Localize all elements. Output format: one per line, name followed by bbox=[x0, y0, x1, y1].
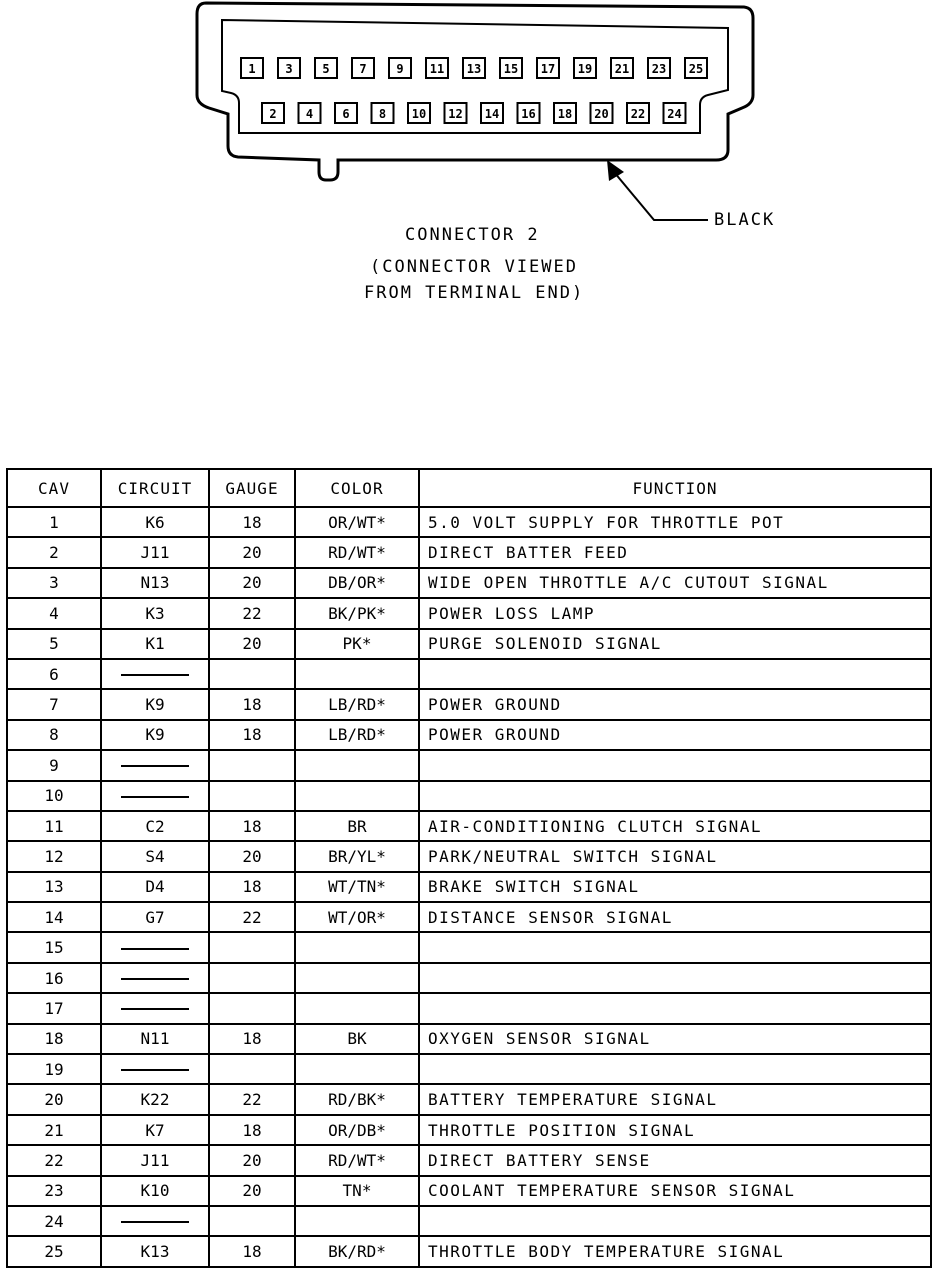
pin-number: 9 bbox=[396, 62, 404, 76]
cell-circuit bbox=[101, 993, 209, 1023]
unused-circuit-dash bbox=[121, 674, 189, 676]
pin-number: 18 bbox=[557, 107, 573, 121]
cell-cav: 10 bbox=[7, 781, 101, 811]
table-row bbox=[7, 993, 931, 1023]
pin-number: 5 bbox=[322, 62, 330, 76]
table-row bbox=[7, 629, 931, 659]
cell-circuit bbox=[101, 1054, 209, 1084]
cell-gauge: 18 bbox=[209, 689, 295, 719]
connector-subtitle-line2: FROM TERMINAL END) bbox=[364, 283, 585, 303]
cell-cav: 11 bbox=[7, 811, 101, 841]
table-row bbox=[7, 1054, 931, 1084]
table-row bbox=[7, 902, 931, 932]
connector-diagram bbox=[0, 0, 944, 460]
cell-circuit: K7 bbox=[101, 1115, 209, 1145]
table-row bbox=[7, 720, 931, 750]
cell-gauge bbox=[209, 750, 295, 780]
cell-color: OR/WT* bbox=[295, 507, 419, 537]
cell-gauge: 18 bbox=[209, 811, 295, 841]
cell-function: 5.0 VOLT SUPPLY FOR THROTTLE POT bbox=[419, 507, 931, 537]
cell-gauge bbox=[209, 932, 295, 962]
connector-subtitle-line1: (CONNECTOR VIEWED bbox=[370, 257, 578, 277]
cell-gauge: 22 bbox=[209, 598, 295, 628]
header-gauge: GAUGE bbox=[209, 469, 295, 507]
cell-color bbox=[295, 1206, 419, 1236]
cell-function: POWER LOSS LAMP bbox=[419, 598, 931, 628]
cell-circuit: J11 bbox=[101, 537, 209, 567]
cell-circuit: S4 bbox=[101, 841, 209, 871]
cell-gauge: 20 bbox=[209, 537, 295, 567]
cell-function: BRAKE SWITCH SIGNAL bbox=[419, 872, 931, 902]
cell-circuit: K3 bbox=[101, 598, 209, 628]
cell-cav: 22 bbox=[7, 1145, 101, 1175]
cell-gauge: 18 bbox=[209, 507, 295, 537]
cell-gauge: 20 bbox=[209, 568, 295, 598]
cell-circuit bbox=[101, 750, 209, 780]
cell-gauge: 22 bbox=[209, 902, 295, 932]
cell-color bbox=[295, 963, 419, 993]
pin-number: 2 bbox=[269, 107, 277, 121]
cell-function: OXYGEN SENSOR SIGNAL bbox=[419, 1024, 931, 1054]
pin-number: 21 bbox=[614, 62, 630, 76]
pin-number: 15 bbox=[503, 62, 519, 76]
table-row bbox=[7, 1206, 931, 1236]
cell-circuit: G7 bbox=[101, 902, 209, 932]
table-row bbox=[7, 841, 931, 871]
cell-function bbox=[419, 781, 931, 811]
cell-circuit: K22 bbox=[101, 1084, 209, 1114]
cell-color bbox=[295, 750, 419, 780]
color-callout-label: BLACK bbox=[714, 210, 776, 230]
cell-circuit: N13 bbox=[101, 568, 209, 598]
cell-color: BR/YL* bbox=[295, 841, 419, 871]
cell-cav: 15 bbox=[7, 932, 101, 962]
unused-circuit-dash bbox=[121, 1008, 189, 1010]
connector-title: CONNECTOR 2 bbox=[405, 225, 540, 245]
cell-cav: 7 bbox=[7, 689, 101, 719]
table-row bbox=[7, 811, 931, 841]
cell-gauge: 18 bbox=[209, 720, 295, 750]
cell-cav: 19 bbox=[7, 1054, 101, 1084]
cell-function: DIRECT BATTER FEED bbox=[419, 537, 931, 567]
cell-circuit bbox=[101, 1206, 209, 1236]
pin-number: 8 bbox=[378, 107, 387, 121]
cell-cav: 13 bbox=[7, 872, 101, 902]
cell-color: BK/PK* bbox=[295, 598, 419, 628]
table-row bbox=[7, 1115, 931, 1145]
cell-circuit: N11 bbox=[101, 1024, 209, 1054]
cell-function: WIDE OPEN THROTTLE A/C CUTOUT SIGNAL bbox=[419, 568, 931, 598]
cell-gauge bbox=[209, 1206, 295, 1236]
cell-gauge: 18 bbox=[209, 1115, 295, 1145]
table-row bbox=[7, 1236, 931, 1266]
cell-function bbox=[419, 1054, 931, 1084]
cell-cav: 9 bbox=[7, 750, 101, 780]
cell-circuit: K10 bbox=[101, 1176, 209, 1206]
cell-function: THROTTLE POSITION SIGNAL bbox=[419, 1115, 931, 1145]
cell-cav: 20 bbox=[7, 1084, 101, 1114]
cell-function: AIR-CONDITIONING CLUTCH SIGNAL bbox=[419, 811, 931, 841]
cell-cav: 21 bbox=[7, 1115, 101, 1145]
header-cav: CAV bbox=[7, 469, 101, 507]
unused-circuit-dash bbox=[121, 948, 189, 950]
cell-function: PARK/NEUTRAL SWITCH SIGNAL bbox=[419, 841, 931, 871]
top-pin-row bbox=[241, 58, 707, 78]
connector-outer-shell bbox=[197, 3, 753, 180]
cell-function: DISTANCE SENSOR SIGNAL bbox=[419, 902, 931, 932]
cell-color: OR/DB* bbox=[295, 1115, 419, 1145]
cell-cav: 3 bbox=[7, 568, 101, 598]
cell-cav: 17 bbox=[7, 993, 101, 1023]
table-row bbox=[7, 963, 931, 993]
cell-color: LB/RD* bbox=[295, 720, 419, 750]
cell-cav: 8 bbox=[7, 720, 101, 750]
cell-color: BK/RD* bbox=[295, 1236, 419, 1266]
pin-number: 16 bbox=[521, 107, 536, 121]
table-row bbox=[7, 750, 931, 780]
cell-color: DB/OR* bbox=[295, 568, 419, 598]
cell-color: WT/OR* bbox=[295, 902, 419, 932]
cell-function: THROTTLE BODY TEMPERATURE SIGNAL bbox=[419, 1236, 931, 1266]
unused-circuit-dash bbox=[121, 765, 189, 767]
color-callout-arrowhead bbox=[607, 160, 624, 181]
pin-number: 13 bbox=[466, 62, 482, 76]
pin-number: 4 bbox=[305, 107, 314, 121]
table-row bbox=[7, 872, 931, 902]
cell-cav: 14 bbox=[7, 902, 101, 932]
table-row bbox=[7, 568, 931, 598]
cell-gauge: 20 bbox=[209, 629, 295, 659]
cell-function bbox=[419, 659, 931, 689]
table-row bbox=[7, 1145, 931, 1175]
cell-circuit: C2 bbox=[101, 811, 209, 841]
cell-cav: 12 bbox=[7, 841, 101, 871]
cell-color bbox=[295, 993, 419, 1023]
cell-circuit bbox=[101, 932, 209, 962]
cell-function bbox=[419, 1206, 931, 1236]
cell-cav: 16 bbox=[7, 963, 101, 993]
cell-circuit: D4 bbox=[101, 872, 209, 902]
unused-circuit-dash bbox=[121, 796, 189, 798]
header-color: COLOR bbox=[295, 469, 419, 507]
cell-cav: 18 bbox=[7, 1024, 101, 1054]
cell-color: TN* bbox=[295, 1176, 419, 1206]
cell-gauge bbox=[209, 993, 295, 1023]
unused-circuit-dash bbox=[121, 1069, 189, 1071]
pin-number: 25 bbox=[688, 62, 704, 76]
color-callout-leader bbox=[614, 172, 708, 220]
cell-gauge: 18 bbox=[209, 1236, 295, 1266]
table-row bbox=[7, 932, 931, 962]
cell-function bbox=[419, 932, 931, 962]
cell-function bbox=[419, 750, 931, 780]
cell-function: BATTERY TEMPERATURE SIGNAL bbox=[419, 1084, 931, 1114]
bottom-pin-row bbox=[262, 103, 686, 123]
pin-number: 20 bbox=[594, 107, 609, 121]
cell-function: DIRECT BATTERY SENSE bbox=[419, 1145, 931, 1175]
cell-color: RD/BK* bbox=[295, 1084, 419, 1114]
table-header-row bbox=[7, 469, 931, 507]
cell-circuit: K6 bbox=[101, 507, 209, 537]
cell-gauge: 22 bbox=[209, 1084, 295, 1114]
cell-gauge: 20 bbox=[209, 841, 295, 871]
cell-gauge: 20 bbox=[209, 1145, 295, 1175]
cell-color bbox=[295, 781, 419, 811]
cell-gauge bbox=[209, 963, 295, 993]
pin-number: 24 bbox=[667, 107, 682, 121]
cell-color: WT/TN* bbox=[295, 872, 419, 902]
pin-number: 23 bbox=[651, 62, 667, 76]
cell-cav: 23 bbox=[7, 1176, 101, 1206]
cell-color: PK* bbox=[295, 629, 419, 659]
pin-number: 11 bbox=[429, 62, 445, 76]
pin-number: 6 bbox=[342, 107, 350, 121]
table-row bbox=[7, 1024, 931, 1054]
cell-gauge bbox=[209, 781, 295, 811]
cell-cav: 5 bbox=[7, 629, 101, 659]
cell-circuit: K9 bbox=[101, 689, 209, 719]
cell-gauge bbox=[209, 1054, 295, 1084]
header-function: FUNCTION bbox=[419, 469, 931, 507]
cell-function: POWER GROUND bbox=[419, 689, 931, 719]
pin-number: 10 bbox=[411, 107, 427, 121]
cell-circuit bbox=[101, 963, 209, 993]
pin-number: 1 bbox=[248, 62, 256, 76]
cell-cav: 24 bbox=[7, 1206, 101, 1236]
cell-function bbox=[419, 993, 931, 1023]
cell-circuit: K13 bbox=[101, 1236, 209, 1266]
table-row bbox=[7, 1176, 931, 1206]
pin-number: 22 bbox=[630, 107, 646, 121]
cell-function: COOLANT TEMPERATURE SENSOR SIGNAL bbox=[419, 1176, 931, 1206]
cell-circuit: J11 bbox=[101, 1145, 209, 1175]
pin-number: 7 bbox=[359, 62, 367, 76]
pin-number: 17 bbox=[540, 62, 556, 76]
cell-function: POWER GROUND bbox=[419, 720, 931, 750]
pin-number: 19 bbox=[577, 62, 593, 76]
unused-circuit-dash bbox=[121, 1221, 189, 1223]
table-row bbox=[7, 659, 931, 689]
cell-circuit: K1 bbox=[101, 629, 209, 659]
cell-color: BK bbox=[295, 1024, 419, 1054]
pinout-table bbox=[6, 468, 932, 1268]
cell-gauge: 18 bbox=[209, 1024, 295, 1054]
cell-cav: 4 bbox=[7, 598, 101, 628]
cell-cav: 25 bbox=[7, 1236, 101, 1266]
cell-color: BR bbox=[295, 811, 419, 841]
unused-circuit-dash bbox=[121, 978, 189, 980]
cell-cav: 2 bbox=[7, 537, 101, 567]
cell-cav: 6 bbox=[7, 659, 101, 689]
cell-circuit: K9 bbox=[101, 720, 209, 750]
cell-color: RD/WT* bbox=[295, 537, 419, 567]
cell-circuit bbox=[101, 781, 209, 811]
cell-gauge: 18 bbox=[209, 872, 295, 902]
cell-color bbox=[295, 1054, 419, 1084]
pin-number: 14 bbox=[484, 107, 500, 121]
table-row bbox=[7, 537, 931, 567]
cell-color: LB/RD* bbox=[295, 689, 419, 719]
cell-color: RD/WT* bbox=[295, 1145, 419, 1175]
table-row bbox=[7, 1084, 931, 1114]
cell-gauge bbox=[209, 659, 295, 689]
cell-function: PURGE SOLENOID SIGNAL bbox=[419, 629, 931, 659]
table-row bbox=[7, 507, 931, 537]
table-row bbox=[7, 689, 931, 719]
header-circuit: CIRCUIT bbox=[101, 469, 209, 507]
cell-gauge: 20 bbox=[209, 1176, 295, 1206]
pin-number: 12 bbox=[448, 107, 463, 121]
table-row bbox=[7, 781, 931, 811]
cell-color bbox=[295, 932, 419, 962]
cell-color bbox=[295, 659, 419, 689]
pin-number: 3 bbox=[285, 62, 293, 76]
cell-circuit bbox=[101, 659, 209, 689]
cell-cav: 1 bbox=[7, 507, 101, 537]
table-row bbox=[7, 598, 931, 628]
cell-function bbox=[419, 963, 931, 993]
